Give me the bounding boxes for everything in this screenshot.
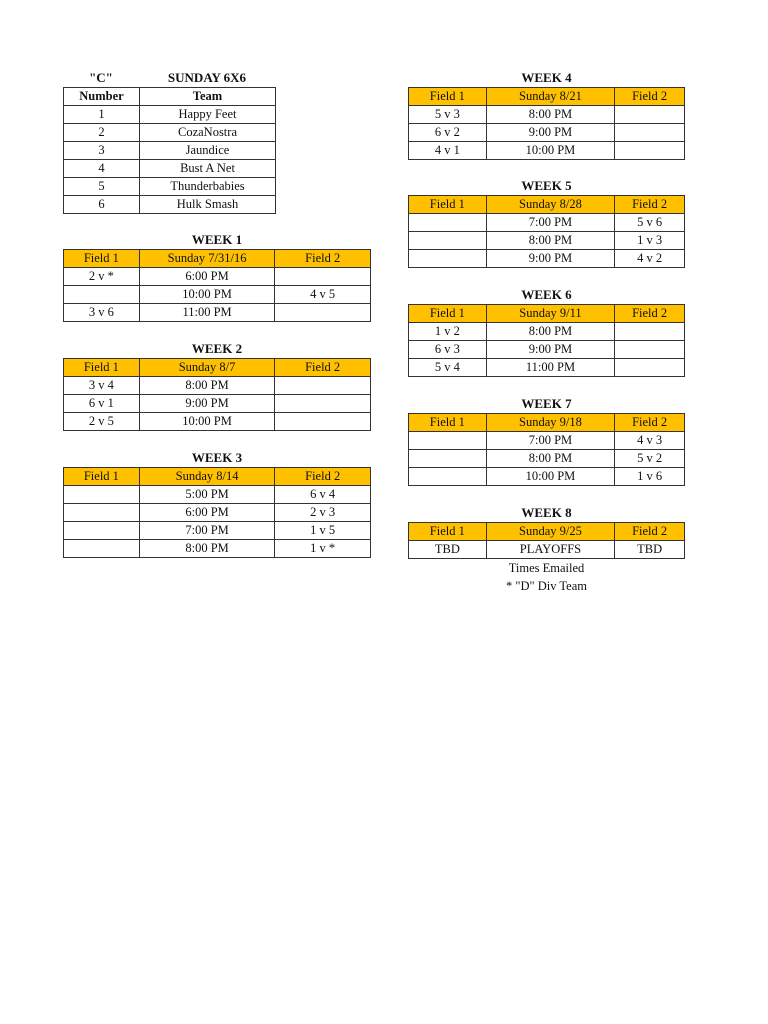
- team-number: 6: [64, 196, 140, 214]
- table-row: [64, 522, 371, 540]
- field-2-cell: 2 v 3: [275, 504, 371, 522]
- field-1-header: Field 1: [409, 88, 487, 106]
- table-row: [409, 142, 685, 160]
- table-row: [409, 450, 685, 468]
- field-2-cell: 6 v 4: [275, 486, 371, 504]
- table-row: [64, 304, 371, 322]
- field-2-cell: [275, 304, 371, 322]
- week-header-row: [409, 305, 685, 323]
- table-row: [64, 486, 371, 504]
- time-cell: 8:00 PM: [486, 450, 615, 468]
- field-1-cell: [409, 214, 487, 232]
- week-header-row: [409, 414, 685, 432]
- field-2-cell: 1 v *: [275, 540, 371, 558]
- field-1-header: Field 1: [409, 196, 487, 214]
- team-name: Jaundice: [140, 142, 276, 160]
- team-name: CozaNostra: [140, 124, 276, 142]
- date-header: Sunday 8/14: [139, 468, 275, 486]
- week-header-row: [64, 250, 371, 268]
- time-cell: 6:00 PM: [139, 504, 275, 522]
- team-number: 5: [64, 178, 140, 196]
- field-2-header: Field 2: [275, 359, 371, 377]
- table-row: [64, 160, 276, 178]
- table-row: [409, 232, 685, 250]
- field-1-cell: 6 v 3: [409, 341, 487, 359]
- week-8-block: [408, 504, 685, 595]
- times-emailed-note: Times Emailed: [508, 561, 585, 575]
- date-header: Sunday 8/21: [486, 88, 615, 106]
- teams-table-block: [63, 87, 276, 214]
- time-cell: 8:00 PM: [486, 106, 615, 124]
- table-row: [409, 341, 685, 359]
- table-row: [409, 541, 685, 559]
- time-cell: 7:00 PM: [486, 432, 615, 450]
- field-2-cell: 5 v 6: [615, 214, 685, 232]
- field-2-cell: [275, 268, 371, 286]
- date-header: Sunday 9/25: [486, 523, 615, 541]
- field-1-cell: 1 v 2: [409, 323, 487, 341]
- date-header: Sunday 9/18: [486, 414, 615, 432]
- table-row: [64, 196, 276, 214]
- table-row: [409, 323, 685, 341]
- week-4-block: [408, 69, 685, 160]
- field-1-cell: [64, 286, 140, 304]
- week-title: WEEK 6: [521, 287, 572, 302]
- col-number-header: Number: [64, 88, 140, 106]
- time-cell: 7:00 PM: [486, 214, 615, 232]
- week-title: WEEK 1: [191, 232, 243, 247]
- field-2-cell: [615, 142, 685, 160]
- date-header: Sunday 8/7: [139, 359, 275, 377]
- field-1-header: Field 1: [409, 305, 487, 323]
- field-1-cell: 3 v 4: [64, 377, 140, 395]
- table-row: [64, 540, 371, 558]
- field-1-cell: [409, 250, 487, 268]
- week-5-block: [408, 177, 685, 268]
- week-title: WEEK 4: [521, 70, 572, 85]
- time-cell: 5:00 PM: [139, 486, 275, 504]
- week-header-row: [409, 196, 685, 214]
- field-2-cell: 1 v 3: [615, 232, 685, 250]
- field-1-cell: [409, 232, 487, 250]
- table-row: [409, 214, 685, 232]
- field-2-cell: [615, 341, 685, 359]
- time-cell: 11:00 PM: [486, 359, 615, 377]
- time-cell: 10:00 PM: [139, 413, 275, 431]
- table-row: [64, 413, 371, 431]
- table-row: [64, 142, 276, 160]
- table-row: [64, 286, 371, 304]
- table-row: [64, 268, 371, 286]
- field-1-cell: 4 v 1: [409, 142, 487, 160]
- field-2-header: Field 2: [615, 414, 685, 432]
- team-name: Hulk Smash: [140, 196, 276, 214]
- table-row: [64, 504, 371, 522]
- time-cell: PLAYOFFS: [486, 541, 615, 559]
- field-2-cell: 4 v 2: [615, 250, 685, 268]
- field-1-cell: [64, 540, 140, 558]
- time-cell: 9:00 PM: [486, 341, 615, 359]
- field-1-cell: 3 v 6: [64, 304, 140, 322]
- week-header-row: [409, 523, 685, 541]
- field-1-cell: [409, 450, 487, 468]
- field-2-cell: [615, 359, 685, 377]
- week-3-block: [63, 449, 371, 558]
- week-3-table: [63, 467, 371, 558]
- team-name: Thunderbabies: [140, 178, 276, 196]
- date-header: Sunday 9/11: [486, 305, 615, 323]
- table-row: [64, 106, 276, 124]
- field-2-cell: [275, 413, 371, 431]
- field-1-header: Field 1: [64, 468, 140, 486]
- week-title: WEEK 8: [521, 505, 572, 520]
- field-2-cell: [275, 395, 371, 413]
- field-1-cell: [64, 522, 140, 540]
- field-1-cell: [64, 504, 140, 522]
- table-row: [64, 178, 276, 196]
- field-2-cell: [275, 377, 371, 395]
- field-2-cell: [615, 124, 685, 142]
- time-cell: 8:00 PM: [139, 540, 275, 558]
- table-row: [64, 377, 371, 395]
- col-team-header: Team: [140, 88, 276, 106]
- week-title: WEEK 5: [521, 178, 572, 193]
- week-8-table: [408, 522, 685, 559]
- week-header-row: [64, 359, 371, 377]
- week-7-block: [408, 395, 685, 486]
- week-2-table: [63, 358, 371, 431]
- field-1-cell: [64, 486, 140, 504]
- table-row: [409, 432, 685, 450]
- field-2-header: Field 2: [615, 88, 685, 106]
- field-2-cell: 4 v 3: [615, 432, 685, 450]
- field-2-cell: [615, 323, 685, 341]
- field-1-header: Field 1: [409, 414, 487, 432]
- field-2-cell: TBD: [615, 541, 685, 559]
- field-1-header: Field 1: [64, 250, 140, 268]
- team-number: 3: [64, 142, 140, 160]
- week-title: WEEK 3: [191, 450, 243, 465]
- field-2-header: Field 2: [615, 305, 685, 323]
- week-7-table: [408, 413, 685, 486]
- field-2-header: Field 2: [275, 468, 371, 486]
- time-cell: 8:00 PM: [486, 323, 615, 341]
- time-cell: 10:00 PM: [486, 468, 615, 486]
- week-6-table: [408, 304, 685, 377]
- week-5-table: [408, 195, 685, 268]
- league-title: SUNDAY 6X6: [167, 70, 247, 85]
- field-1-cell: 5 v 4: [409, 359, 487, 377]
- week-header-row: [64, 468, 371, 486]
- table-row: [64, 124, 276, 142]
- time-cell: 11:00 PM: [139, 304, 275, 322]
- field-1-cell: 5 v 3: [409, 106, 487, 124]
- field-2-cell: 1 v 6: [615, 468, 685, 486]
- field-2-cell: [615, 106, 685, 124]
- week-1-table: [63, 249, 371, 322]
- week-6-block: [408, 286, 685, 377]
- time-cell: 9:00 PM: [486, 250, 615, 268]
- field-1-cell: 6 v 1: [64, 395, 140, 413]
- week-title: WEEK 2: [191, 341, 243, 356]
- field-1-cell: [409, 432, 487, 450]
- table-row: [64, 395, 371, 413]
- field-2-cell: 1 v 5: [275, 522, 371, 540]
- field-1-cell: TBD: [409, 541, 487, 559]
- table-row: [409, 124, 685, 142]
- week-header-row: [409, 88, 685, 106]
- table-row: [409, 106, 685, 124]
- team-number: 2: [64, 124, 140, 142]
- table-row: [409, 250, 685, 268]
- field-1-cell: [409, 468, 487, 486]
- team-name: Happy Feet: [140, 106, 276, 124]
- field-2-header: Field 2: [615, 196, 685, 214]
- time-cell: 9:00 PM: [139, 395, 275, 413]
- field-2-header: Field 2: [615, 523, 685, 541]
- team-number: 4: [64, 160, 140, 178]
- time-cell: 8:00 PM: [486, 232, 615, 250]
- date-header: Sunday 8/28: [486, 196, 615, 214]
- time-cell: 8:00 PM: [139, 377, 275, 395]
- week-4-table: [408, 87, 685, 160]
- field-2-cell: 4 v 5: [275, 286, 371, 304]
- division-label: "C": [89, 70, 113, 85]
- time-cell: 9:00 PM: [486, 124, 615, 142]
- d-div-team-note: * "D" Div Team: [506, 579, 587, 593]
- date-header: Sunday 7/31/16: [139, 250, 275, 268]
- week-title: WEEK 7: [521, 396, 572, 411]
- week-1-block: [63, 231, 371, 322]
- time-cell: 6:00 PM: [139, 268, 275, 286]
- time-cell: 10:00 PM: [486, 142, 615, 160]
- field-2-header: Field 2: [275, 250, 371, 268]
- field-1-header: Field 1: [64, 359, 140, 377]
- teams-header-row: [64, 88, 276, 106]
- field-1-cell: 2 v *: [64, 268, 140, 286]
- field-1-cell: 2 v 5: [64, 413, 140, 431]
- field-2-cell: 5 v 2: [615, 450, 685, 468]
- field-1-cell: 6 v 2: [409, 124, 487, 142]
- time-cell: 10:00 PM: [139, 286, 275, 304]
- time-cell: 7:00 PM: [139, 522, 275, 540]
- table-row: [409, 468, 685, 486]
- team-name: Bust A Net: [140, 160, 276, 178]
- team-number: 1: [64, 106, 140, 124]
- week-2-block: [63, 340, 371, 431]
- table-row: [409, 359, 685, 377]
- teams-table: [63, 87, 276, 214]
- field-1-header: Field 1: [409, 523, 487, 541]
